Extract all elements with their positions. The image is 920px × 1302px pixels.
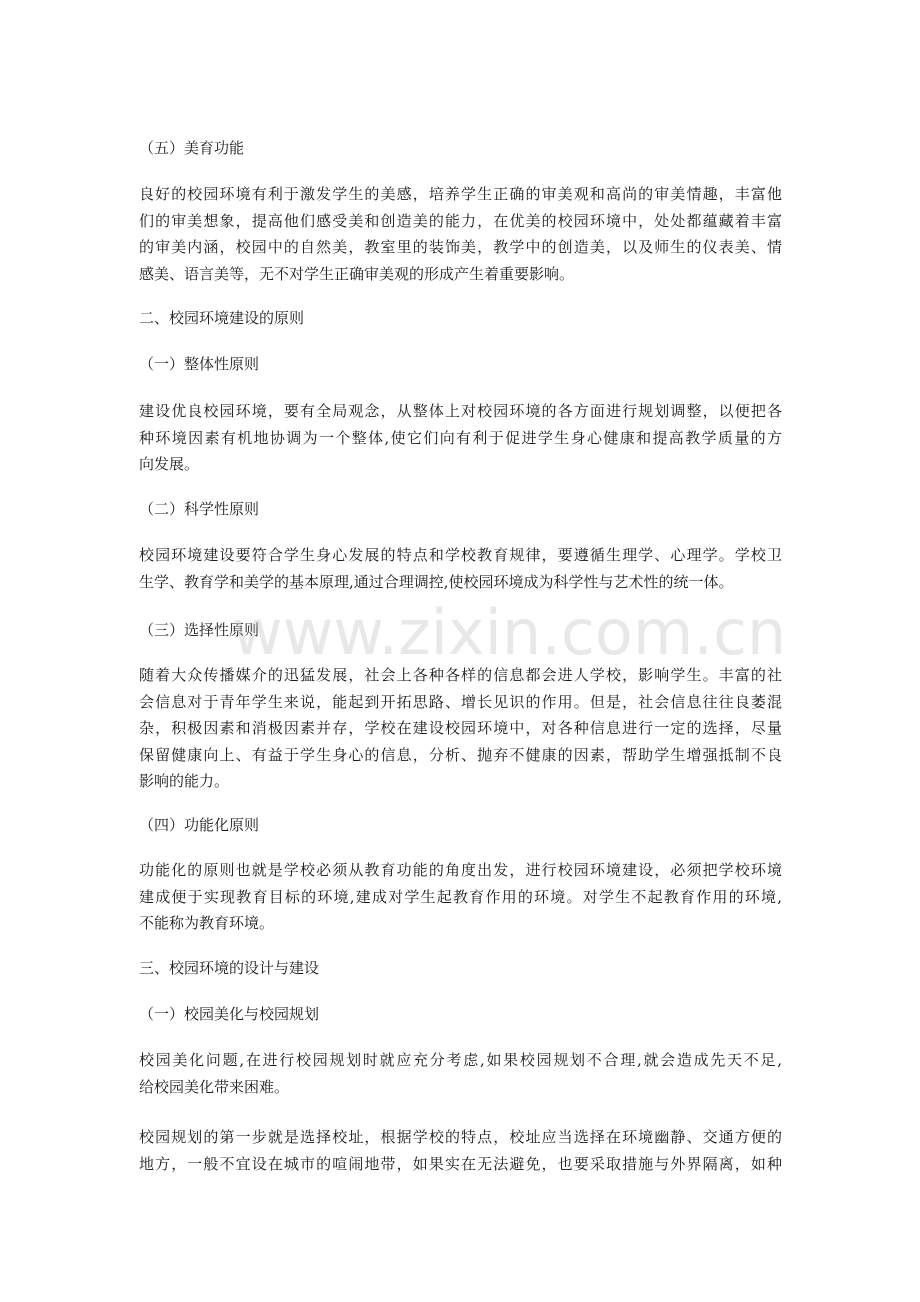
paragraph-line: 建设优良校园环境，要有全局观念，从整体上对校园环境的各方面进行规划调整，以便把各 [139, 402, 782, 420]
paragraph-campus-planning [139, 1124, 782, 1177]
paragraph-line: 校园环境建设要符合学生身心发展的特点和学校教育规律，要遵循生理学、心理学。学校卫 [139, 546, 782, 564]
paragraph-line: 种环境因素有机地协调为一个整体,使它们向有利于促进学生身心健康和提高教学质量的方 [139, 428, 782, 447]
section-heading-selective-principle: （三）选择性原则 [139, 621, 260, 639]
section-heading-aesthetic-function: （五）美育功能 [139, 139, 245, 157]
paragraph-scientific-principle [139, 542, 782, 595]
paragraph-functional-principle [139, 857, 782, 937]
paragraph-line: 向发展。 [139, 455, 200, 473]
section-heading-integrity-principle: （一）整体性原则 [139, 355, 260, 373]
paragraph-line: 杂，积极因素和消极因素并存，学校在建设校园环境中，对各种信息进行一定的选择，尽量 [139, 719, 782, 737]
paragraph-line: 们的审美想象，提高他们感受美和创造美的能力，在优美的校园环境中，处处都蕴藏着丰富 [139, 211, 782, 230]
paragraph-line: 地方，一般不宜设在城市的喧闹地带，如果实在无法避免，也要采取措施与外界隔离，如种 [139, 1154, 782, 1173]
paragraph-line: 保留健康向上、有益于学生身心的信息，分析、抛弃不健康的因素，帮助学生增强抵制不良 [139, 745, 782, 764]
paragraph-line: 影响的能力。 [139, 772, 230, 790]
section-heading-functional-principle: （四）功能化原则 [139, 816, 260, 834]
chapter-heading-principles: 二、校园环境建设的原则 [139, 309, 305, 327]
paragraph-line: 不能称为教育环境。 [139, 914, 275, 932]
paragraph-line: 给校园美化带来困难。 [139, 1077, 290, 1096]
chapter-heading-design-and-construction: 三、校园环境的设计与建设 [139, 959, 320, 977]
paragraph-line: 随着大众传播媒介的迅猛发展，社会上各种各样的信息都会进人学校，影响学生。丰富的社 [139, 666, 782, 684]
paragraph-line: 生学、教育学和美学的基本原理,通过合理调控,使校园环境成为科学性与艺术性的统一体。 [139, 572, 734, 591]
paragraph-line: 校园美化问题,在进行校园规划时就应充分考虑,如果校园规划不合理,就会造成先天不足, [139, 1051, 782, 1069]
paragraph-aesthetic-function [139, 181, 782, 287]
paragraph-line: 功能化的原则也就是学校必须从教育功能的角度出发，进行校园环境建设，必须把学校环境 [139, 861, 782, 879]
watermark: www.zixin.com.cn [232, 596, 787, 669]
paragraph-selective-principle [139, 662, 782, 795]
paragraph-integrity-principle [139, 398, 782, 478]
paragraph-line: 校园规划的第一步就是选择校址，根据学校的特点，校址应当选择在环境幽静、交通方便的 [139, 1128, 782, 1146]
paragraph-line: 感美、语言美等，无不对学生正确审美观的形成产生着重要影响。 [139, 264, 575, 283]
paragraph-line: 会信息对于青年学生来说，能起到开拓思路、增长见识的作用。但是，社会信息往往良萎混 [139, 692, 782, 711]
section-heading-scientific-principle: （二）科学性原则 [139, 500, 260, 518]
paragraph-line: 建成便于实现教育目标的环境,建成对学生起教育作用的环境。对学生不起教育作用的环境, [139, 887, 782, 906]
paragraph-campus-beautification [139, 1047, 782, 1100]
section-heading-campus-beautification: （一）校园美化与校园规划 [139, 1005, 320, 1023]
paragraph-line: 的审美内涵，校园中的自然美，教室里的装饰美，教学中的创造美，以及师生的仪表美、情 [139, 238, 782, 256]
paragraph-line: 良好的校园环境有利于激发学生的美感，培养学生正确的审美观和高尚的审美情趣，丰富他 [139, 185, 782, 203]
